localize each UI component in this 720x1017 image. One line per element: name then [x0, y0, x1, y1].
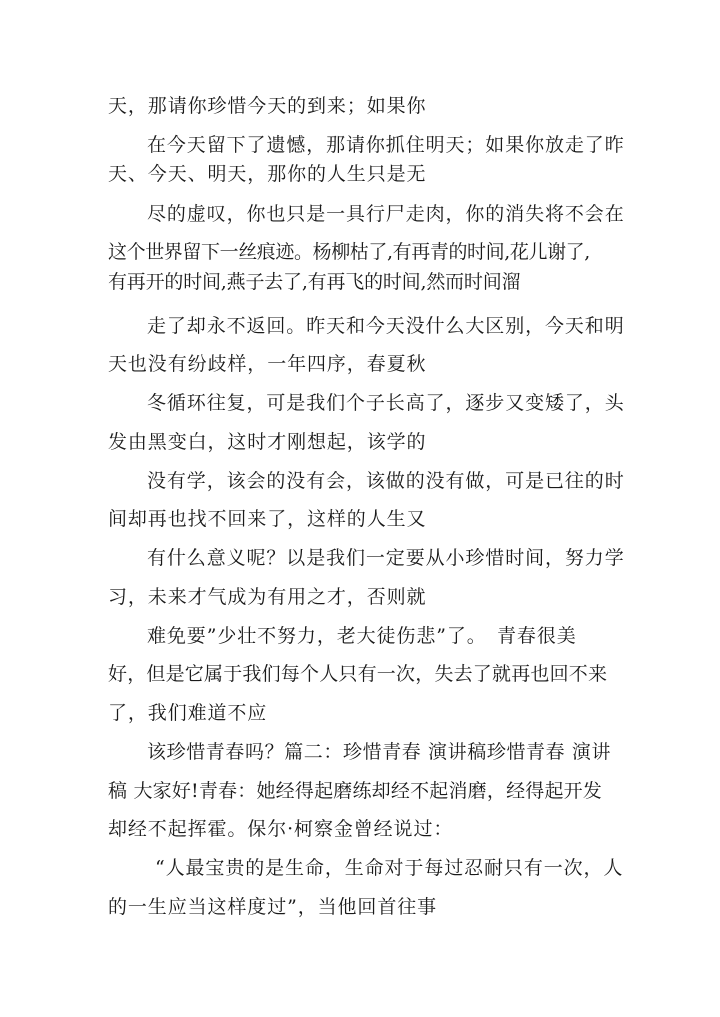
- text-line: 冬循环往复，可是我们个子长高了，逐步又变矮了，头: [147, 392, 625, 414]
- text-line: 稿 大家好!青春：她经得起磨练却经不起消磨，经得起开发: [108, 780, 603, 802]
- text-line: 的一生应当这样度过”，当他回首往事: [108, 896, 438, 918]
- text-line: 天、今天、明天，那你的人生只是无: [108, 163, 427, 185]
- text-line: 好，但是它属于我们每个人只有一次，失去了就再也回不来: [108, 663, 608, 685]
- text-line: 却经不起挥霍。保尔·柯察金曾经说过：: [108, 818, 454, 840]
- text-line: 这个世界留下一丝痕迹。杨柳枯了,有再青的时间,花儿谢了,: [108, 241, 590, 263]
- text-line: 难免要”少壮不努力，老大徒伤悲”了。 青春很美: [147, 625, 577, 647]
- text-line: 习，未来才气成为有用之才，否则就: [108, 586, 427, 608]
- text-line: 有再开的时间,燕子去了,有再飞的时间,然而时间溜: [108, 271, 521, 293]
- text-line: 没有学，该会的没有会，该做的没有做，可是已往的时: [147, 470, 625, 492]
- text-line: 有什么意义呢？以是我们一定要从小珍惜时间，努力学: [147, 547, 625, 569]
- text-line: 该珍惜青春吗？篇二：珍惜青春 演讲稿珍惜青春 演讲: [147, 741, 612, 763]
- text-line: 天也没有纷歧样，一年四序，春夏秋: [108, 353, 427, 375]
- text-line: 在今天留下了遗憾，那请你抓住明天；如果你放走了昨: [147, 134, 625, 156]
- text-line: 发由黑变白，这时才刚想起，该学的: [108, 431, 427, 453]
- text-line: 尽的虚叹，你也只是一具行尸走肉，你的消失将不会在: [147, 203, 625, 225]
- text-line: 了，我们难道不应: [108, 702, 268, 724]
- text-line: “人最宝贵的是生命，生命对于每过忍耐只有一次，人: [155, 857, 624, 879]
- text-line: 间却再也找不回来了，这样的人生又: [108, 508, 427, 530]
- text-line: 天，那请你珍惜今天的到来；如果你: [108, 95, 427, 117]
- text-line: 走了却永不返回。昨天和今天没什么大区别，今天和明: [147, 315, 625, 337]
